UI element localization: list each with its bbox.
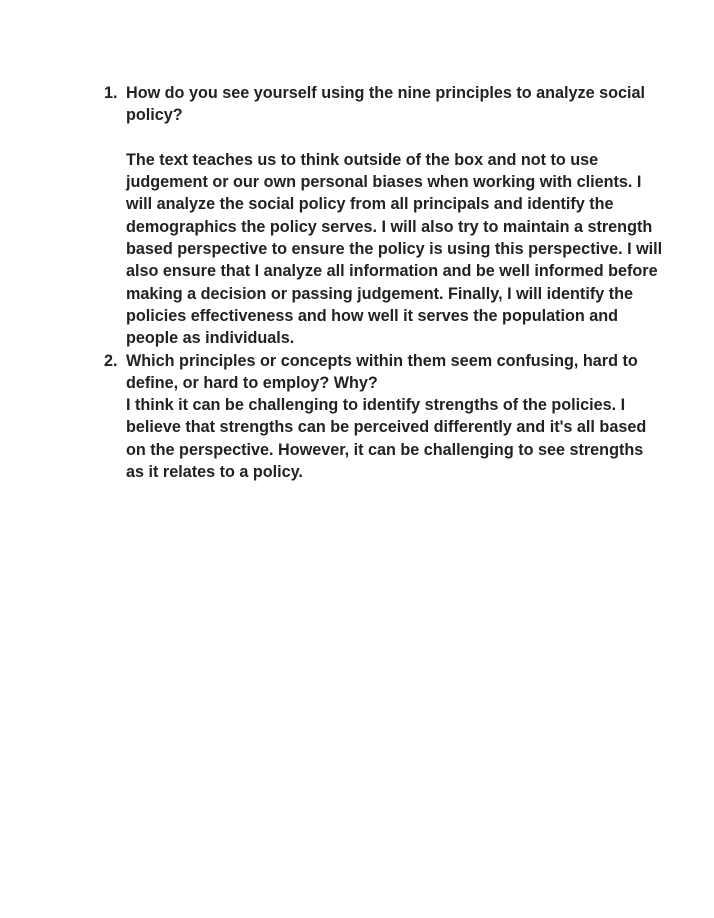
question-text: Which principles or concepts within them seem confusing, hard to define, or hard to employ? Why? bbox=[126, 351, 638, 392]
question-text: How do you see yourself using the nine principles to analyze social policy? bbox=[126, 84, 646, 125]
question-number: 2. bbox=[104, 351, 118, 370]
question-number: 1. bbox=[104, 84, 118, 102]
question-item-1 bbox=[104, 82, 664, 350]
paragraph-spacer bbox=[126, 127, 664, 149]
answer-text: I think it can be challenging to identify strengths of the policies. I believe that strengths can be perceived differently and it's all based on the perspective. However, it can be challenging to see strengths as it relates to a policy. bbox=[126, 396, 647, 482]
question-item-2 bbox=[104, 350, 664, 484]
document-body bbox=[104, 82, 664, 483]
answer-text: The text teaches us to think outside of the box and not to use judgement or our own personal biases when working with clients. I will analyze the social policy from all principals and identify the demographics the policy serves. I will also try to maintain a strength based perspective to ensure the policy is using this perspective. I will also ensure that I analyze all information and be well informed before making a decision or passing judgement. Finally, I will identify the policies effectiveness and how well it serves the population and people as individuals. bbox=[126, 150, 663, 348]
